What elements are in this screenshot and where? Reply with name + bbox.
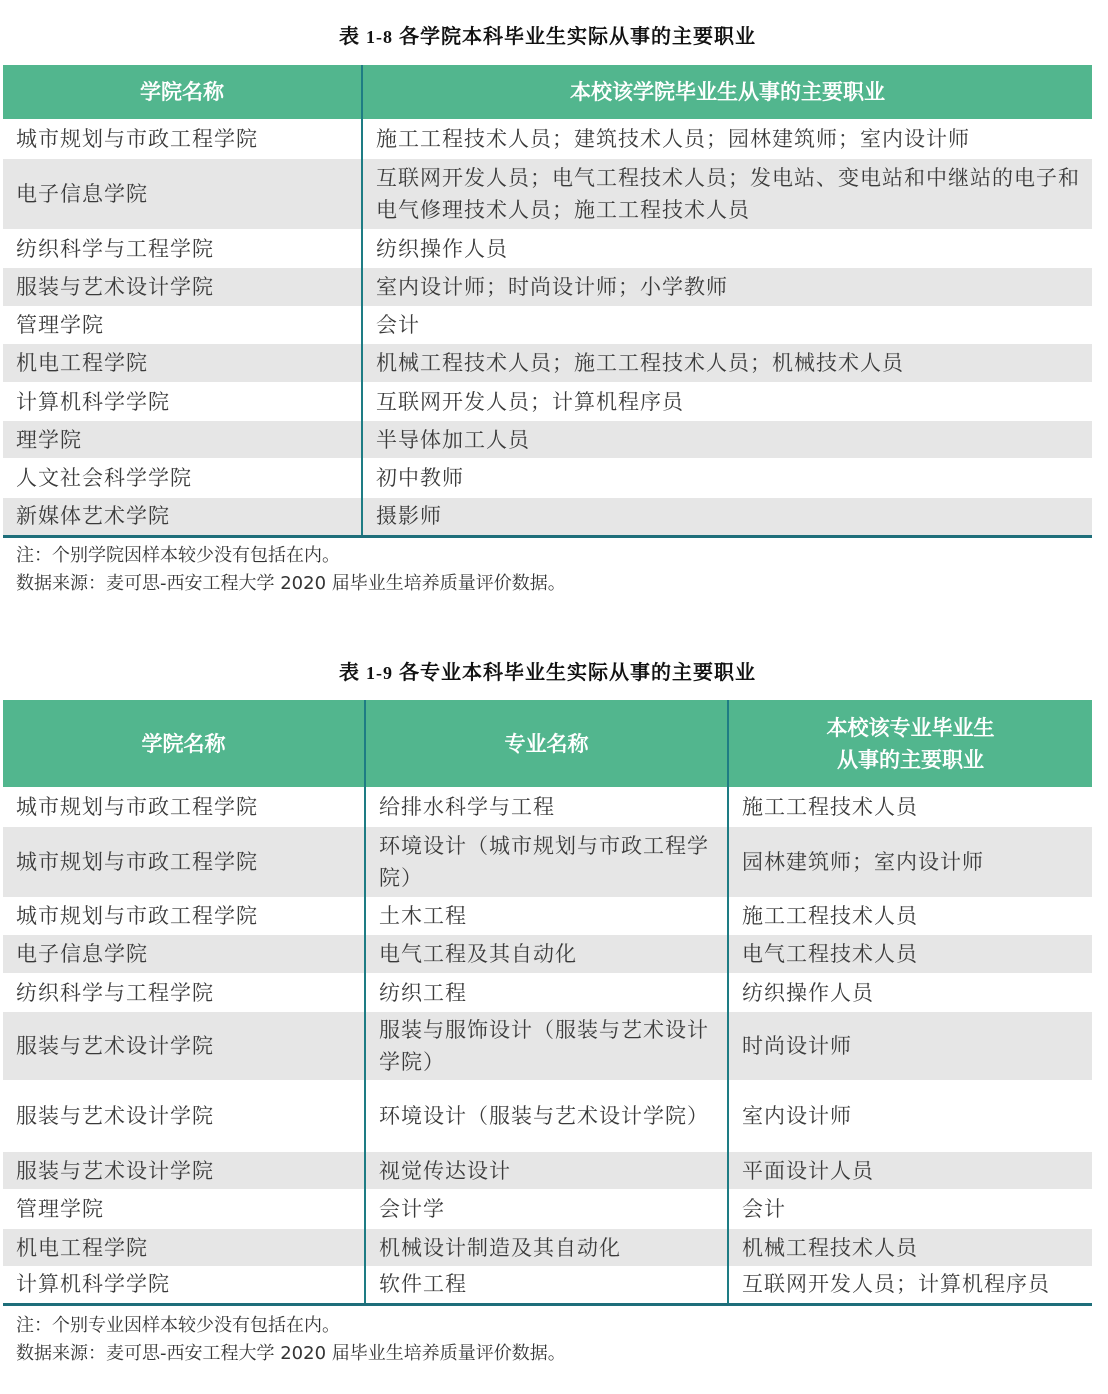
cell-college: 机电工程学院 [3, 1229, 365, 1266]
table1-caption-number: 1-8 [366, 27, 393, 47]
table-row [3, 1266, 1092, 1304]
table2-header-occupation-line2: 从事的主要职业 [837, 747, 984, 772]
cell-major: 会计学 [365, 1189, 728, 1229]
cell-college: 城市规划与市政工程学院 [3, 897, 365, 935]
table2-header-college: 学院名称 [3, 700, 365, 787]
table-row [3, 1152, 1092, 1189]
cell-college: 理学院 [3, 421, 362, 458]
cell-occupation: 时尚设计师 [728, 1012, 1092, 1080]
cell-college: 电子信息学院 [3, 159, 362, 229]
table1-source: 数据来源：麦可思-西安工程大学 2020 届毕业生培养质量评价数据。 [16, 573, 566, 594]
table-row [3, 1012, 1092, 1080]
cell-occupation: 互联网开发人员；电气工程技术人员；发电站、变电站和中继站的电子和电气修理技术人员；施工工程技术人员 [362, 159, 1092, 229]
table1-caption [0, 20, 1095, 49]
table2-caption [0, 656, 1095, 685]
cell-college: 纺织科学与工程学院 [3, 973, 365, 1012]
table1-caption-prefix: 表 [339, 24, 360, 48]
cell-college: 服装与艺术设计学院 [3, 268, 362, 306]
cell-college: 城市规划与市政工程学院 [3, 787, 365, 827]
cell-occupation: 施工工程技术人员；建筑技术人员；园林建筑师；室内设计师 [362, 119, 1092, 159]
table-row [3, 159, 1092, 229]
table1-caption-title: 各学院本科毕业生实际从事的主要职业 [399, 24, 756, 48]
table-row [3, 382, 1092, 421]
cell-occupation: 摄影师 [362, 498, 1092, 536]
cell-occupation: 室内设计师；时尚设计师；小学教师 [362, 268, 1092, 306]
table-row [3, 421, 1092, 458]
table2-header-major: 专业名称 [365, 700, 728, 787]
cell-major: 环境设计（城市规划与市政工程学院） [365, 827, 728, 897]
table2-caption-number: 1-9 [366, 663, 393, 683]
table2-header-row [3, 700, 1092, 787]
table-row [3, 1189, 1092, 1229]
table-row [3, 1229, 1092, 1266]
cell-occupation: 半导体加工人员 [362, 421, 1092, 458]
table-row [3, 344, 1092, 382]
cell-college: 电子信息学院 [3, 935, 365, 973]
table2-header-occupation [728, 700, 1092, 787]
cell-major: 视觉传达设计 [365, 1152, 728, 1189]
cell-major: 环境设计（服装与艺术设计学院） [365, 1080, 728, 1152]
table-row [3, 897, 1092, 935]
cell-major: 土木工程 [365, 897, 728, 935]
table-row [3, 935, 1092, 973]
table-row [3, 119, 1092, 159]
cell-college: 服装与艺术设计学院 [3, 1080, 365, 1152]
cell-occupation: 施工工程技术人员 [728, 897, 1092, 935]
table2 [3, 700, 1092, 1306]
table2-caption-title: 各专业本科毕业生实际从事的主要职业 [399, 660, 756, 684]
cell-major: 软件工程 [365, 1266, 728, 1304]
cell-college: 纺织科学与工程学院 [3, 229, 362, 268]
cell-college: 管理学院 [3, 1189, 365, 1229]
cell-occupation: 平面设计人员 [728, 1152, 1092, 1189]
cell-college: 计算机科学学院 [3, 382, 362, 421]
table-row [3, 306, 1092, 344]
cell-college: 计算机科学学院 [3, 1266, 365, 1304]
cell-occupation: 互联网开发人员；计算机程序员 [728, 1266, 1092, 1304]
table2-caption-prefix: 表 [339, 660, 360, 684]
cell-occupation: 会计 [728, 1189, 1092, 1229]
table1-header-college: 学院名称 [3, 65, 362, 119]
cell-major: 机械设计制造及其自动化 [365, 1229, 728, 1266]
cell-occupation: 机械工程技术人员 [728, 1229, 1092, 1266]
cell-college: 机电工程学院 [3, 344, 362, 382]
cell-college: 服装与艺术设计学院 [3, 1152, 365, 1189]
table2-source: 数据来源：麦可思-西安工程大学 2020 届毕业生培养质量评价数据。 [16, 1343, 566, 1364]
cell-occupation: 互联网开发人员；计算机程序员 [362, 382, 1092, 421]
cell-occupation: 电气工程技术人员 [728, 935, 1092, 973]
cell-occupation: 园林建筑师；室内设计师 [728, 827, 1092, 897]
cell-college: 服装与艺术设计学院 [3, 1012, 365, 1080]
table-row [3, 787, 1092, 827]
table1 [3, 65, 1092, 538]
cell-occupation: 初中教师 [362, 458, 1092, 498]
table1-header-occupation: 本校该学院毕业生从事的主要职业 [362, 65, 1092, 119]
table-row [3, 458, 1092, 498]
cell-occupation: 机械工程技术人员；施工工程技术人员；机械技术人员 [362, 344, 1092, 382]
cell-college: 城市规划与市政工程学院 [3, 827, 365, 897]
table-row [3, 973, 1092, 1012]
cell-occupation: 施工工程技术人员 [728, 787, 1092, 827]
table-row [3, 229, 1092, 268]
cell-major: 纺织工程 [365, 973, 728, 1012]
cell-occupation: 纺织操作人员 [362, 229, 1092, 268]
table2-note: 注：个别专业因样本较少没有包括在内。 [16, 1315, 340, 1336]
cell-college: 城市规划与市政工程学院 [3, 119, 362, 159]
table-row [3, 827, 1092, 897]
cell-college: 新媒体艺术学院 [3, 498, 362, 536]
cell-occupation: 纺织操作人员 [728, 973, 1092, 1012]
cell-major: 电气工程及其自动化 [365, 935, 728, 973]
cell-occupation: 会计 [362, 306, 1092, 344]
table1-header-row [3, 65, 1092, 119]
table2-header-occupation-line1: 本校该专业毕业生 [826, 715, 995, 740]
table-row [3, 1080, 1092, 1152]
cell-major: 给排水科学与工程 [365, 787, 728, 827]
cell-college: 人文社会科学学院 [3, 458, 362, 498]
cell-occupation: 室内设计师 [728, 1080, 1092, 1152]
table-row [3, 498, 1092, 536]
cell-college: 管理学院 [3, 306, 362, 344]
table-row [3, 268, 1092, 306]
cell-major: 服装与服饰设计（服装与艺术设计学院） [365, 1012, 728, 1080]
table1-note: 注：个别学院因样本较少没有包括在内。 [16, 545, 340, 566]
